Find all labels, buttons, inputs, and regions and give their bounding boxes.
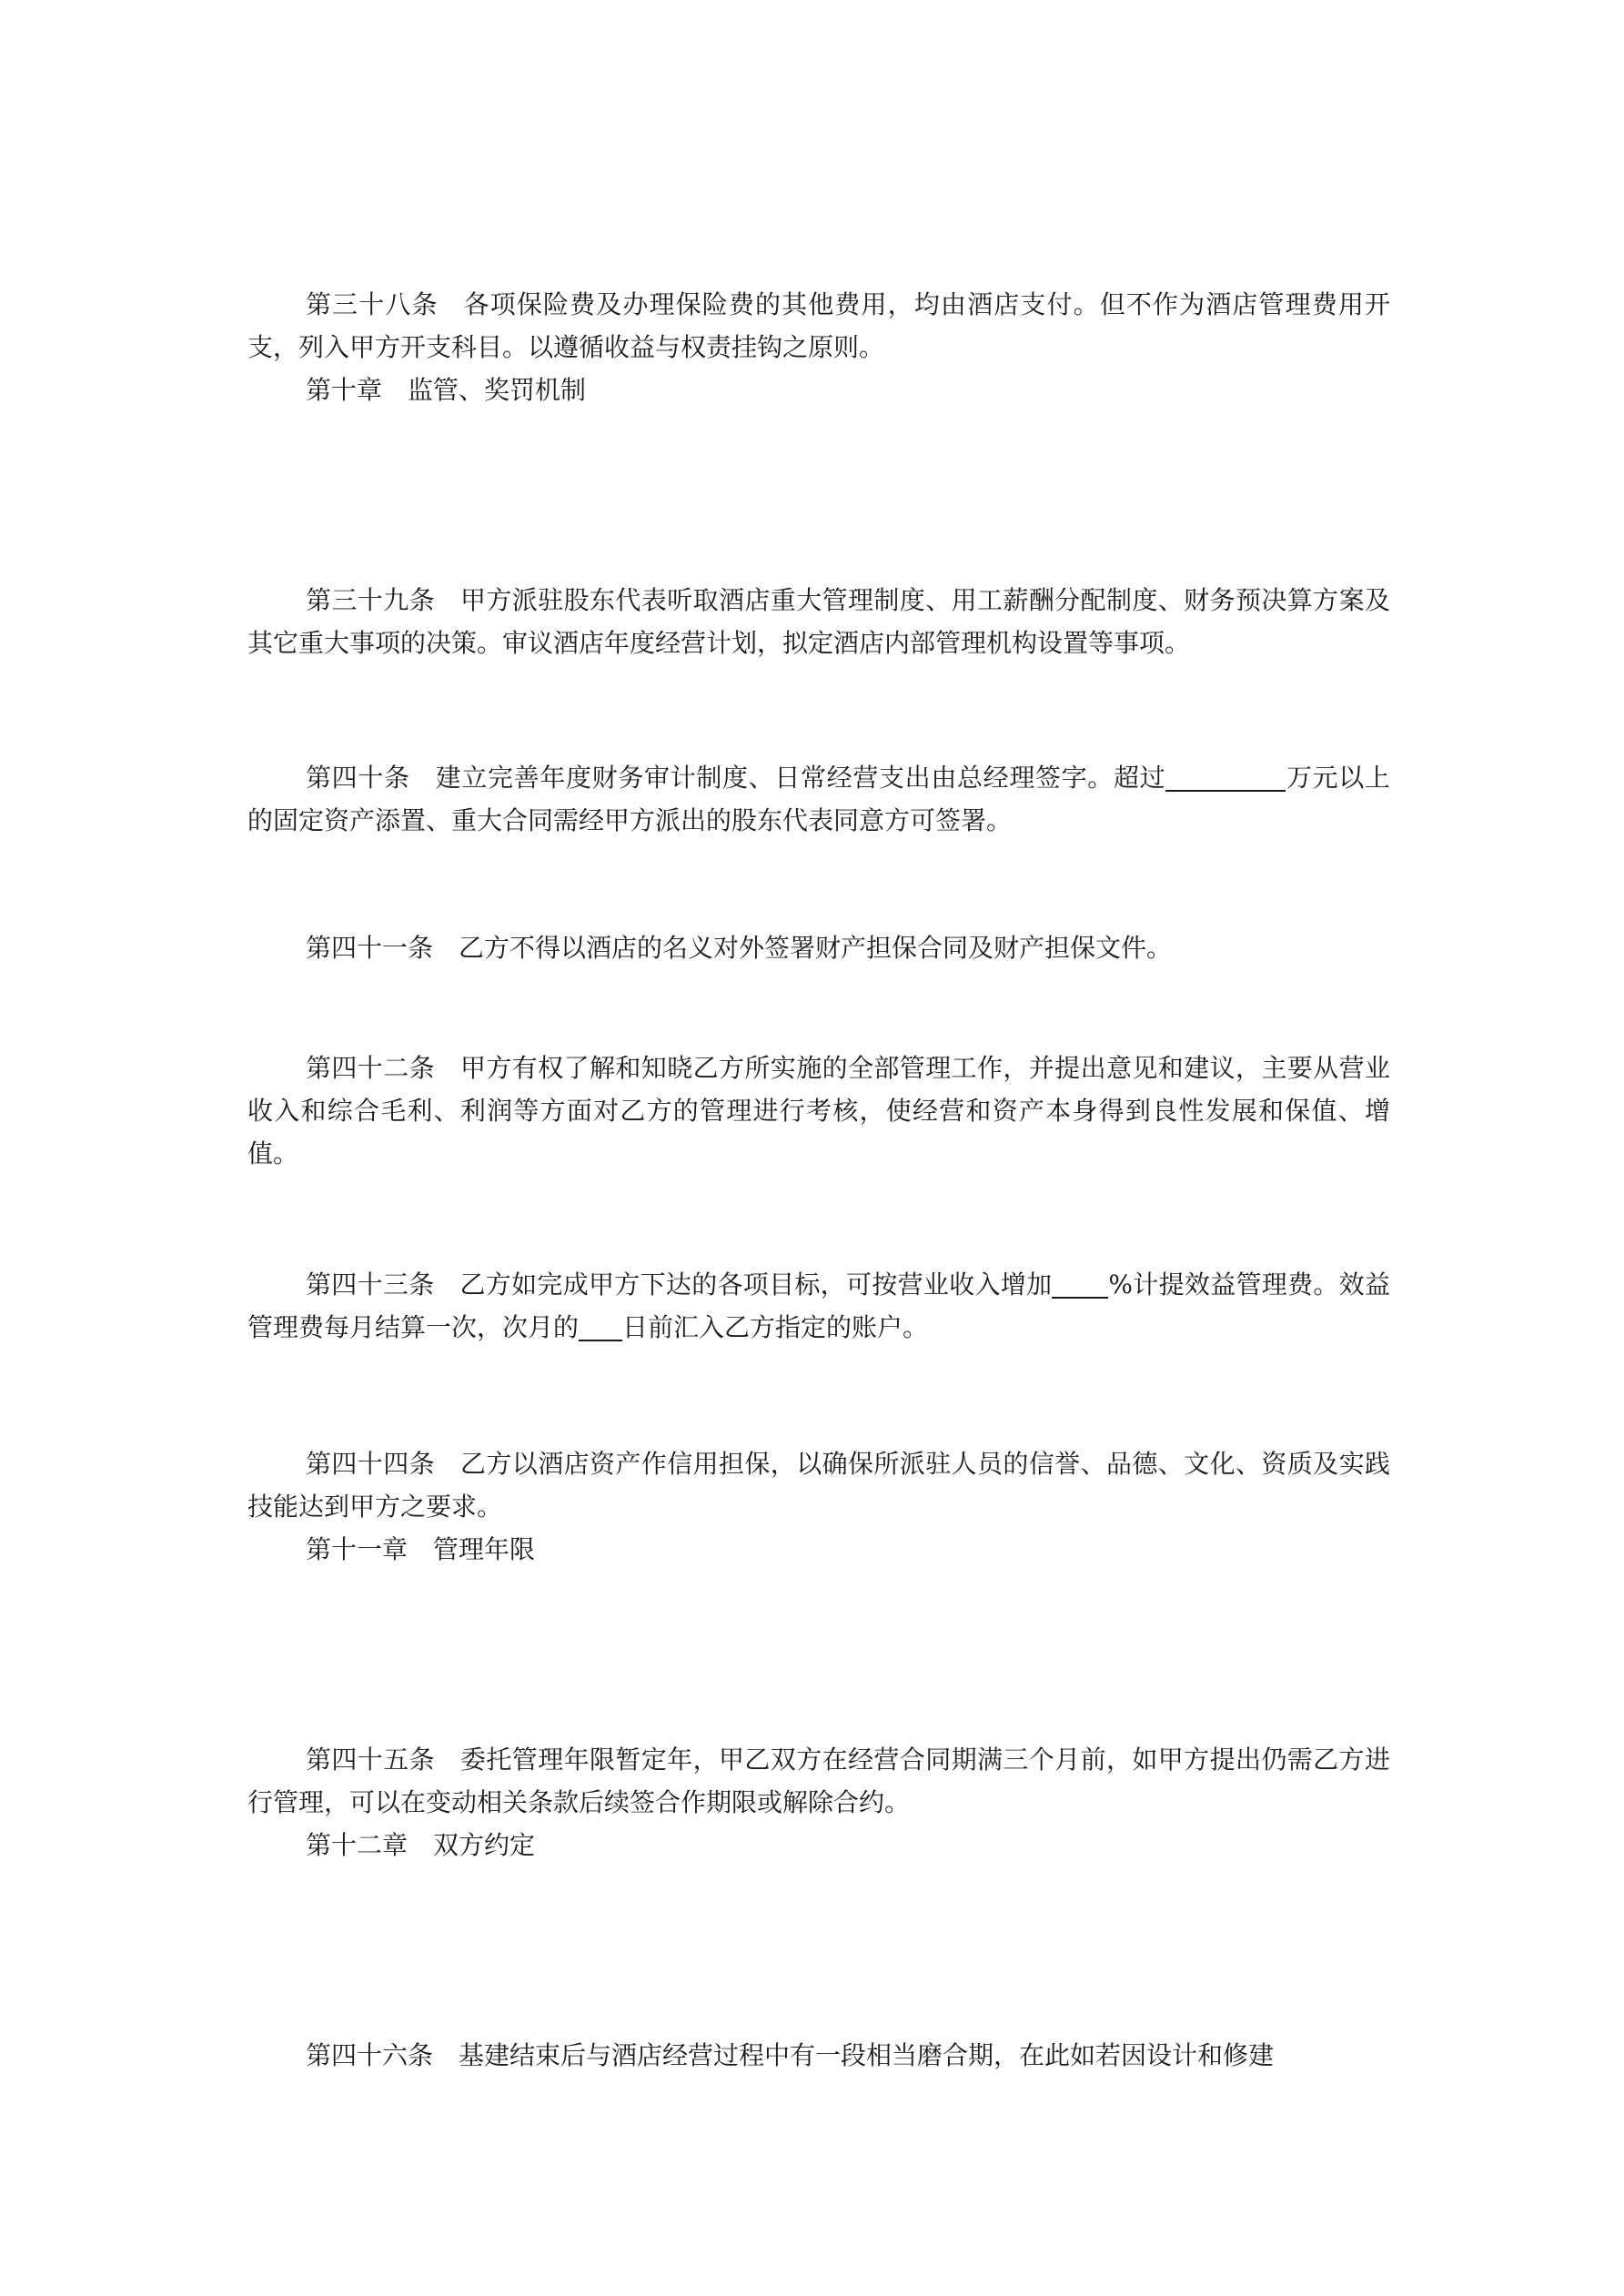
article-text: 各项保险费及办理保险费的其他费用，均由酒店支付。但不作为酒店管理费用开支，列入甲方开支科目。以遵循收益与权责挂钩之原则。 <box>247 289 1390 362</box>
article-text: 乙方以酒店资产作信用担保，以确保所派驻人员的信誉、品德、文化、资质及实践技能达到甲方之要求。 <box>247 1449 1390 1522</box>
article-43 <box>247 1263 1390 1349</box>
article-46 <box>247 2034 1390 2077</box>
article-text-before-blank: 建立完善年度财务审计制度、日常经营支出由总经理签字。超过 <box>435 763 1166 793</box>
chapter-title: 监管、奖罚机制 <box>408 375 587 405</box>
article-text: 甲方有权了解和知晓乙方所实施的全部管理工作，并提出意见和建议，主要从营业收入和综合毛利、利润等方面对乙方的管理进行考核，使经营和资产本身得到良性发展和保值、增值。 <box>247 1053 1390 1168</box>
article-label: 第三十八条 <box>306 289 439 319</box>
article-text-after-blank: 万元以上的固定资产添置、重大合同需经甲方派出的股东代表同意方可签署。 <box>247 763 1390 835</box>
chapter-label: 第十章 <box>306 375 383 405</box>
fill-in-blank-amount[interactable] <box>1165 763 1286 792</box>
article-text: 基建结束后与酒店经营过程中有一段相当磨合期，在此如若因设计和修建 <box>459 2040 1275 2070</box>
article-label: 第四十条 <box>306 763 410 793</box>
article-38 <box>247 283 1390 369</box>
fill-in-blank-percent[interactable] <box>1052 1269 1108 1299</box>
article-label: 第三十九条 <box>306 585 435 615</box>
article-text: 委托管理年限暂定年，甲乙双方在经营合同期满三个月前，如甲方提出仍需乙方进行管理，可以在变动相关条款后续签合作期限或解除合约。 <box>247 1745 1390 1817</box>
article-text: 乙方不得以酒店的名义对外签署财产担保合同及财产担保文件。 <box>459 933 1173 963</box>
article-label: 第四十六条 <box>306 2040 434 2070</box>
chapter-title: 管理年限 <box>433 1534 536 1564</box>
chapter-label: 第十一章 <box>306 1534 409 1564</box>
chapter-12-heading <box>306 1824 535 1866</box>
article-45 <box>247 1738 1390 1824</box>
article-39 <box>247 579 1390 664</box>
chapter-label: 第十二章 <box>306 1830 409 1860</box>
article-label: 第四十三条 <box>306 1269 435 1300</box>
article-label: 第四十二条 <box>306 1053 435 1083</box>
article-42 <box>247 1047 1390 1175</box>
article-text-part2: %计提效益管理费。效益管理费每月结算一次，次月的 <box>247 1269 1390 1342</box>
article-text-part3: 日前汇入乙方指定的账户。 <box>622 1312 929 1342</box>
article-label: 第四十五条 <box>306 1745 435 1775</box>
article-label: 第四十四条 <box>306 1449 435 1479</box>
chapter-10-heading <box>306 369 586 411</box>
article-label: 第四十一条 <box>306 933 434 963</box>
article-44 <box>247 1442 1390 1528</box>
article-text: 甲方派驻股东代表听取酒店重大管理制度、用工薪酬分配制度、财务预决算方案及其它重大事项的决策。审议酒店年度经营计划，拟定酒店内部管理机构设置等事项。 <box>247 585 1390 658</box>
article-41 <box>247 926 1390 969</box>
chapter-11-heading <box>306 1528 535 1571</box>
article-40 <box>247 756 1390 842</box>
fill-in-blank-day[interactable] <box>579 1312 622 1341</box>
chapter-title: 双方约定 <box>433 1830 536 1860</box>
article-text-part1: 乙方如完成甲方下达的各项目标，可按营业收入增加 <box>459 1269 1053 1300</box>
